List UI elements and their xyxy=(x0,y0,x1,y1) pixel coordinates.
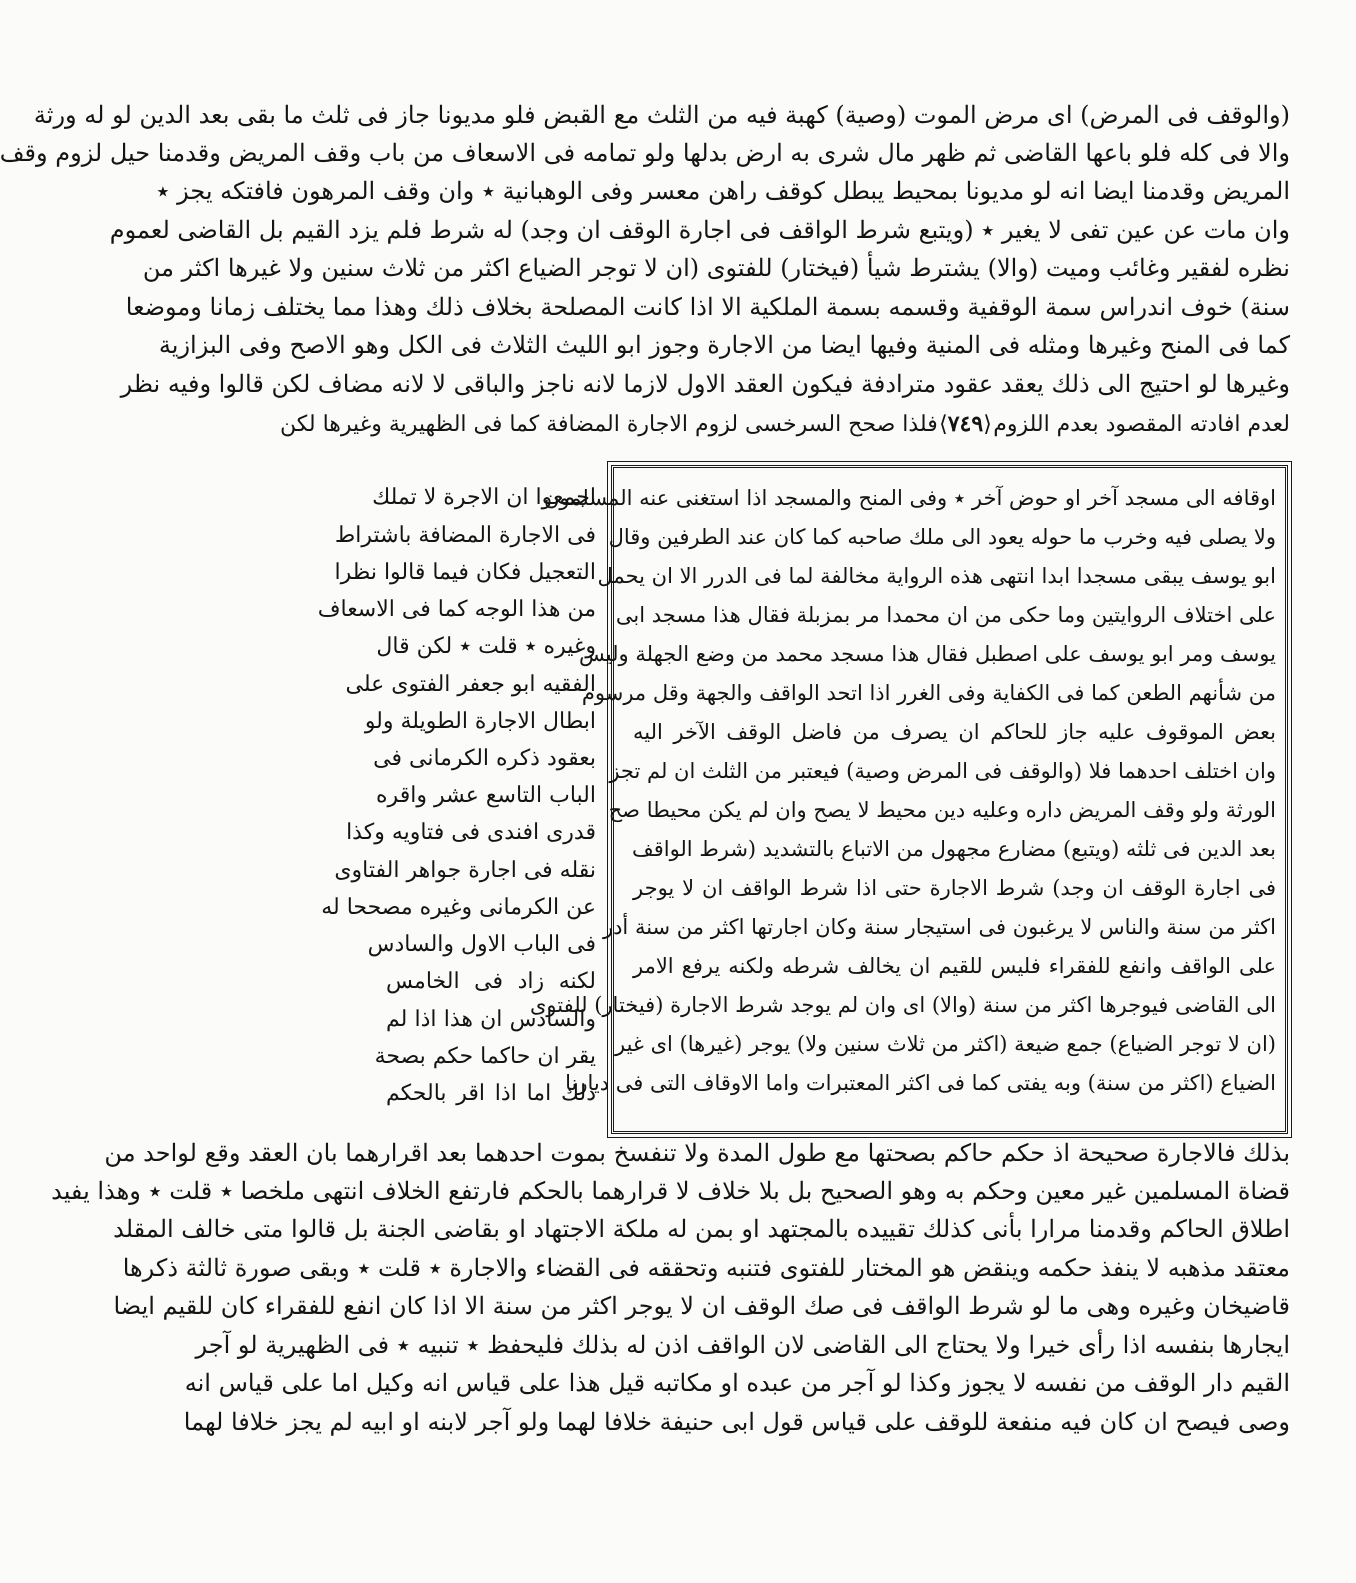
text-line: على اختلاف الروايتين وما حكى من ان محمدا مر بمزبلة فقال هذا مسجد ابى xyxy=(615,603,1276,627)
text-line: معتقد مذهبه لا ينفذ حكمه وينقض هو المختار للفتوى فتنبه وتحققه فى القضاء والاجارة ٭ قلت ٭ وبقى صورة ثالثة ذكرها xyxy=(122,1254,1290,1282)
text-line: سنة) خوف اندراس سمة الوقفية وقسمه بسمة الملكية الا اذا كانت المصلحة بخلاف ذلك وهذا مما يختلف زمانا وموضعا xyxy=(125,293,1290,321)
text-line: على الواقف وانفع للفقراء فليس للقيم ان يخالف شرطه ولكنه يرفع الامر xyxy=(633,954,1276,978)
text-line: اطلاق الحاكم وقدمنا مرارا بأنى كذلك تقييده بالمجتهد او بمن له ملكة الاجتهاد او بقاضى الجنة بل قالوا متى خالف المقلد xyxy=(113,1215,1290,1243)
text-line: (ان لا توجر الضياع) جمع ضيعة (اكثر من ثلاث سنين ولا) يوجر (غيرها) اى غير xyxy=(615,1032,1276,1056)
text-line: يقر ان حاكما حكم بصحة xyxy=(374,1044,596,1069)
text-line: وغيرها لو احتيج الى ذلك يعقد عقود مترادفة فيكون العقد الاول لازما لانه ناجز والباقى لا لانه مضاف لكن قالوا وفيه نظر xyxy=(120,370,1290,398)
text-line: كما فى المنح وغيرها ومثله فى المنية وفيها ايضا من الاجارة وجوز ابو الليث الثلاث فى الكل وهو الاصح وفى البزازية xyxy=(158,331,1290,359)
text-line: فلذا صحح السرخسى لزوم الاجارة المضافة كما فى الظهيرية وغيرها لكن xyxy=(280,411,938,437)
text-line: فى الباب الاول والسادس xyxy=(367,932,596,957)
text-line: قضاة المسلمين غير معين وحكم به وهو الصحيح بل بلا خلاف لا قرارهما بالحكم فارتفع الخلاف انتهى ملخصا ٭ قلت ٭ وهذا يفيد xyxy=(51,1177,1290,1205)
text-line: يوسف ومر ابو يوسف على اصطبل فقال هذا مسجد محمد من وضع الجهلة وليس xyxy=(579,642,1276,666)
text-line: فى اجارة الوقف ان وجد) شرط الاجارة حتى اذا شرط الواقف ان لا يوجر xyxy=(633,876,1277,900)
page-number: ٧٤٩ xyxy=(947,411,984,437)
text-line: (والوقف فى المرض) اى مرض الموت (وصية) كهبة فيه من الثلث مع القبض فلو مديونا جاز فى ثلث ما بقى بعد الدين لو له ورثة xyxy=(33,101,1290,129)
text-line: التعجيل فكان فيما قالوا نظرا xyxy=(334,560,596,585)
text-line: ابطال الاجارة الطويلة ولو xyxy=(364,709,596,734)
page-number-ornament: ⟨٧٤٩⟩ xyxy=(939,411,992,437)
text-line: قاضيخان وغيره وهى ما لو شرط الواقف فى صك الوقف ان لا يوجر اكثر من سنة الا اذا كان انفع للفقراء كان للقيم ايضا xyxy=(113,1292,1290,1320)
text-line: وان اختلف احدهما فلا (والوقف فى المرض وصية) فيعتبر من الثلث ان لم تجز xyxy=(609,759,1276,783)
text-line: نظره لفقير وغائب وميت (والا) يشترط شيأ (فيختار) للفتوى (ان لا توجر الضياع اكثر من ثلاث سنين ولا غيرها اكثر من xyxy=(142,254,1290,282)
text-line: بعد الدين فى ثلثه (ويتبع) مضارع مجهول من الاتباع بالتشديد (شرط الواقف xyxy=(631,837,1276,861)
text-line: وان مات عن عين تفى لا يغير ٭ (ويتبع شرط الواقف فى اجارة الوقف ان وجد) له شرط فلم يزد القيم بل القاضى لعموم xyxy=(109,216,1290,244)
text-line: اكثر من سنة والناس لا يرغبون فى استيجار سنة وكان اجارتها اكثر من سنة أدر xyxy=(602,915,1276,939)
page-number-line xyxy=(280,411,1290,437)
text-line: بذلك فالاجارة صحيحة اذ حكم حاكم بصحتها مع طول المدة ولا تنفسخ بموت احدهما بعد اقرارهما بان العقد وقع لواحد من xyxy=(104,1139,1290,1167)
text-line: ذلك اما اذا اقر بالحكم xyxy=(386,1081,596,1106)
text-line: لعدم افادته المقصود بعدم اللزوم xyxy=(993,411,1290,437)
text-line: والا فى كله فلو باعها القاضى ثم ظهر مال شرى به ارض بدلها ولو تمامه فى الاسعاف من باب وقف المريض وقدمنا حيل لزوم وقف xyxy=(0,139,1290,167)
text-line: وصى فيصح ان كان فيه منفعة للوقف على قياس قول ابى حنيفة خلافا لهما ولو آجر لابنه او ابيه لم يجز خلافا لهما xyxy=(183,1408,1290,1436)
text-line: من شأنهم الطعن كما فى الكفاية وفى الغرر اذا اتحد الواقف والجهة وقل مرسوم xyxy=(581,681,1276,705)
text-line: ابو يوسف يبقى مسجدا ابدا انتهى هذه الرواية مخالفة لما فى الدرر الا ان يحمل xyxy=(597,564,1276,588)
text-line: وغيره ٭ قلت ٭ لكن قال xyxy=(376,634,596,659)
text-line: الى القاضى فيوجرها اكثر من سنة (والا) اى وان لم يوجد شرط الاجارة (فيختار) للفتوى xyxy=(529,993,1276,1017)
text-line: والسادس ان هذا اذا لم xyxy=(386,1007,596,1032)
text-line: بعقود ذكره الكرمانى فى xyxy=(373,746,596,771)
text-line: فى الاجارة المضافة باشتراط xyxy=(334,523,596,548)
text-line: اوقافه الى مسجد آخر او حوض آخر ٭ وفى المنح والمسجد اذا استغنى عنه المسلمون xyxy=(543,486,1276,510)
text-line: ايجارها بنفسه اذا رأى خيرا ولا يحتاج الى القاضى لان الواقف اذن له بذلك فليحفظ ٭ تنبيه ٭ فى الظهيرية لو آجر xyxy=(195,1331,1290,1359)
text-line: الورثة ولو وقف المريض داره وعليه دين محيط لا يصح وان لم يكن محيطا صح xyxy=(608,798,1276,822)
text-line: عن الكرمانى وغيره مصححا له xyxy=(321,895,596,920)
text-line: القيم دار الوقف من نفسه لا يجوز وكذا لو آجر من عبده او مكاتبه قيل هذا على قياس انه وكيل اما على قياس انه xyxy=(184,1369,1290,1397)
text-line: الفقيه ابو جعفر الفتوى على xyxy=(345,672,596,697)
text-line: لكنه زاد فى الخامس xyxy=(386,969,596,994)
text-line: المريض وقدمنا ايضا انه لو مديونا بمحيط يبطل كوقف راهن معسر وفى الوهبانية ٭ وان وقف المرهون فافتكه يجز ٭ xyxy=(156,177,1290,205)
text-line: الضياع (اكثر من سنة) وبه يفتى كما فى اكثر المعتبرات واما الاوقاف التى فى ديارنا xyxy=(565,1071,1276,1095)
text-line: نقله فى اجارة جواهر الفتاوى xyxy=(334,858,596,883)
text-line: من هذا الوجه كما فى الاسعاف xyxy=(317,597,596,622)
text-line: الباب التاسع عشر واقره xyxy=(376,783,596,808)
text-line: بعض الموقوف عليه جاز للحاكم ان يصرف من فاضل الوقف الآخر اليه xyxy=(633,720,1276,744)
text-line: اجمعوا ان الاجرة لا تملك xyxy=(372,485,596,510)
text-line: ولا يصلى فيه وخرب ما حوله يعود الى ملك صاحبه كما كان عند الطرفين وقال xyxy=(608,525,1276,549)
text-line: قدرى افندى فى فتاويه وكذا xyxy=(346,820,596,845)
